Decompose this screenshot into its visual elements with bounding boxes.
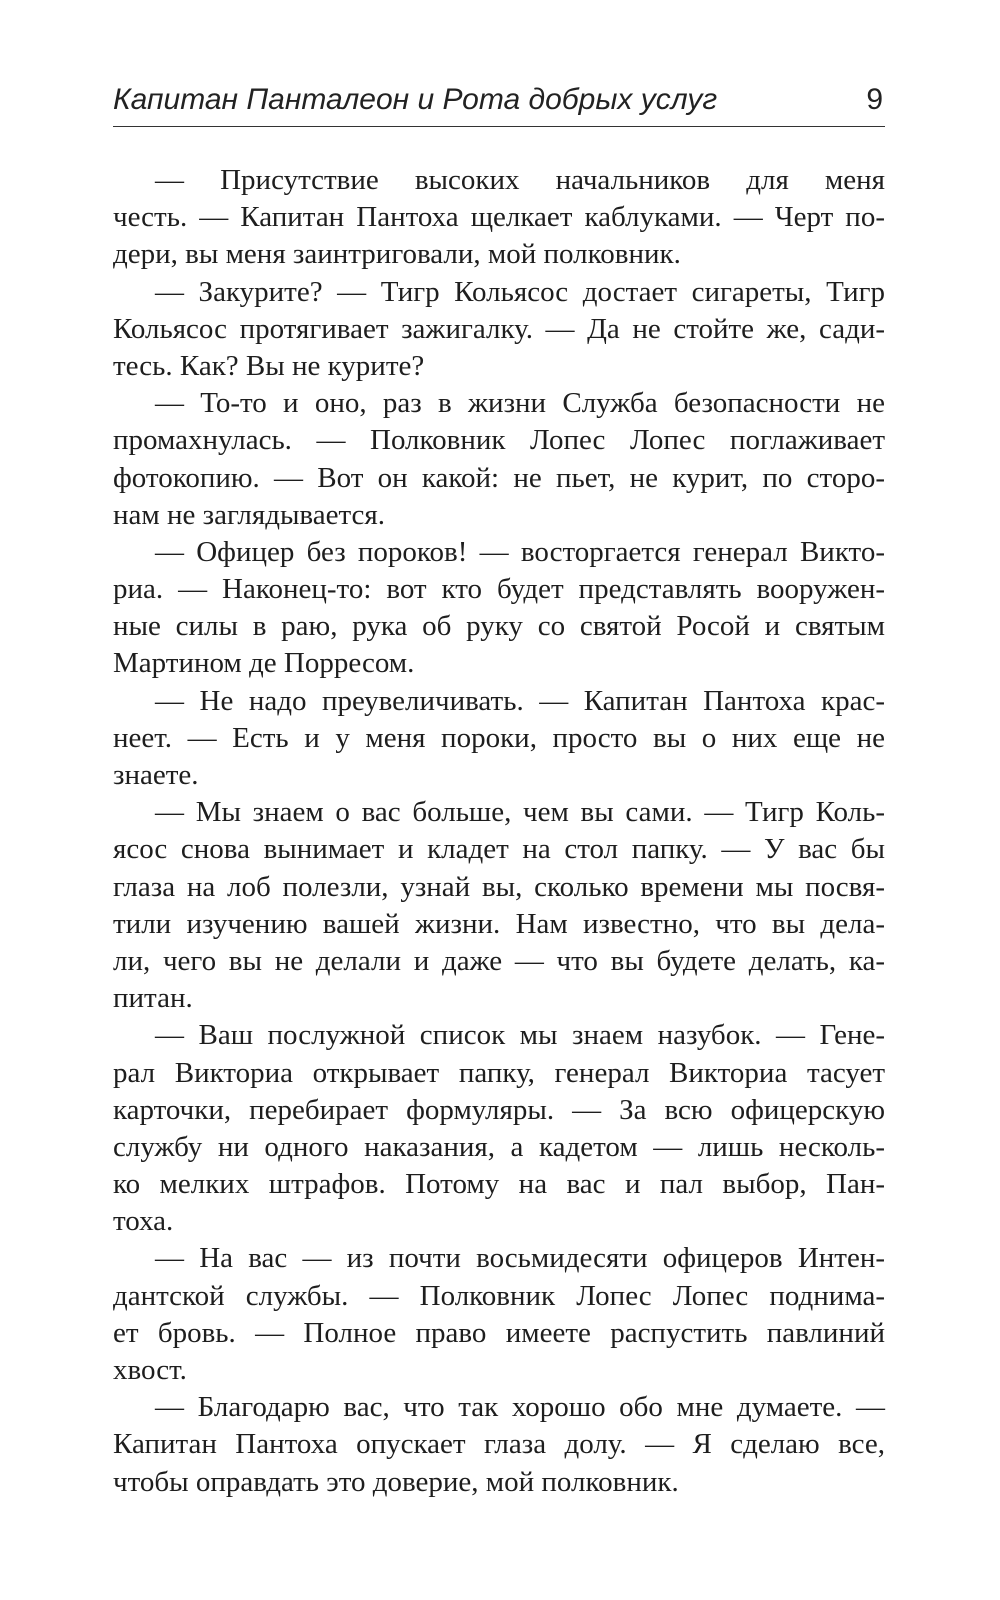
- text-line: — Мы знаем о вас больше, чем вы сами. — Тигр Коль-: [155, 796, 885, 829]
- text-line: службу ни одного наказания, а кадетом — лишь несколь-: [113, 1130, 885, 1163]
- text-line: — Не надо преувеличивать. — Капитан Пантоха крас-: [155, 684, 885, 717]
- text-line: ет бровь. — Полное право имеете распустить павлиний: [113, 1316, 885, 1349]
- text-line: тоха.: [113, 1205, 174, 1238]
- text-line: Мартином де Порресом.: [113, 647, 415, 680]
- text-line: — То-то и оно, раз в жизни Служба безопасности не: [155, 387, 885, 420]
- paragraph: [113, 1389, 885, 1501]
- text-line: — Присутствие высоких начальников для меня: [155, 164, 885, 196]
- paragraph: [113, 274, 885, 386]
- running-header: [113, 80, 885, 127]
- text-line: — На вас — из почти восьмидесяти офицеров Интен-: [155, 1242, 885, 1275]
- text-line: ко мелких штрафов. Потому на вас и пал выбор, Пан-: [113, 1168, 885, 1201]
- text-line: — Ваш послужной список мы знаем назубок. — Гене-: [155, 1019, 885, 1052]
- text-line: неет. — Есть и у меня пороки, просто вы о них еще не: [113, 721, 885, 754]
- text-line: честь. — Капитан Пантоха щелкает каблуками. — Черт по-: [113, 201, 885, 234]
- text-line: питан.: [113, 982, 193, 1015]
- body-text: [113, 162, 885, 1501]
- text-line: риа. — Наконец-то: вот кто будет представлять вооружен-: [113, 573, 885, 606]
- text-line: — Благодарю вас, что так хорошо обо мне думаете. —: [155, 1391, 885, 1424]
- text-line: ясос снова вынимает и кладет на стол папку. — У вас бы: [113, 833, 885, 866]
- text-line: промахнулась. — Полковник Лопес Лопес поглаживает: [113, 424, 885, 457]
- paragraph: [113, 534, 885, 683]
- text-line: дантской службы. — Полковник Лопес Лопес поднима-: [113, 1279, 885, 1312]
- text-line: ли, чего вы не делали и даже — что вы будете делать, ка-: [113, 944, 885, 977]
- text-line: нам не заглядывается.: [113, 498, 385, 531]
- text-line: — Офицер без пороков! — восторгается генерал Викто-: [155, 535, 885, 568]
- text-line: Кольясос протягивает зажигалку. — Да не стойте же, сади-: [113, 312, 885, 345]
- text-line: тили изучению вашей жизни. Нам известно, что вы дела-: [113, 907, 885, 940]
- text-line: фотокопию. — Вот он какой: не пьет, не курит, по сторо-: [113, 461, 885, 494]
- text-line: Капитан Пантоха опускает глаза долу. — Я сделаю все,: [113, 1428, 885, 1461]
- paragraph: [113, 1017, 885, 1240]
- text-line: хвост.: [113, 1354, 187, 1386]
- text-line: рал Викториа открывает папку, генерал Викториа тасует: [113, 1056, 885, 1089]
- text-line: тесь. Как? Вы не курите?: [113, 349, 425, 382]
- text-line: чтобы оправдать это доверие, мой полковник.: [113, 1465, 679, 1498]
- paragraph: [113, 683, 885, 795]
- header-title: Капитан Панталеон и Рота добрых услуг: [113, 83, 718, 116]
- text-line: глаза на лоб полезли, узнай вы, сколько времени мы посвя-: [113, 870, 885, 903]
- paragraph: [113, 794, 885, 1017]
- text-line: знаете.: [113, 759, 199, 791]
- text-line: — Закурите? — Тигр Кольясос достает сигареты, Тигр: [155, 275, 885, 308]
- page-number: 9: [866, 83, 883, 116]
- text-line: дери, вы меня заинтриговали, мой полковник.: [113, 238, 681, 271]
- text-line: ные силы в раю, рука об руку со святой Росой и святым: [113, 610, 885, 643]
- paragraph: [113, 162, 885, 274]
- text-line: карточки, перебирает формуляры. — За всю офицерскую: [113, 1093, 885, 1126]
- paragraph: [113, 385, 885, 534]
- paragraph: [113, 1240, 885, 1389]
